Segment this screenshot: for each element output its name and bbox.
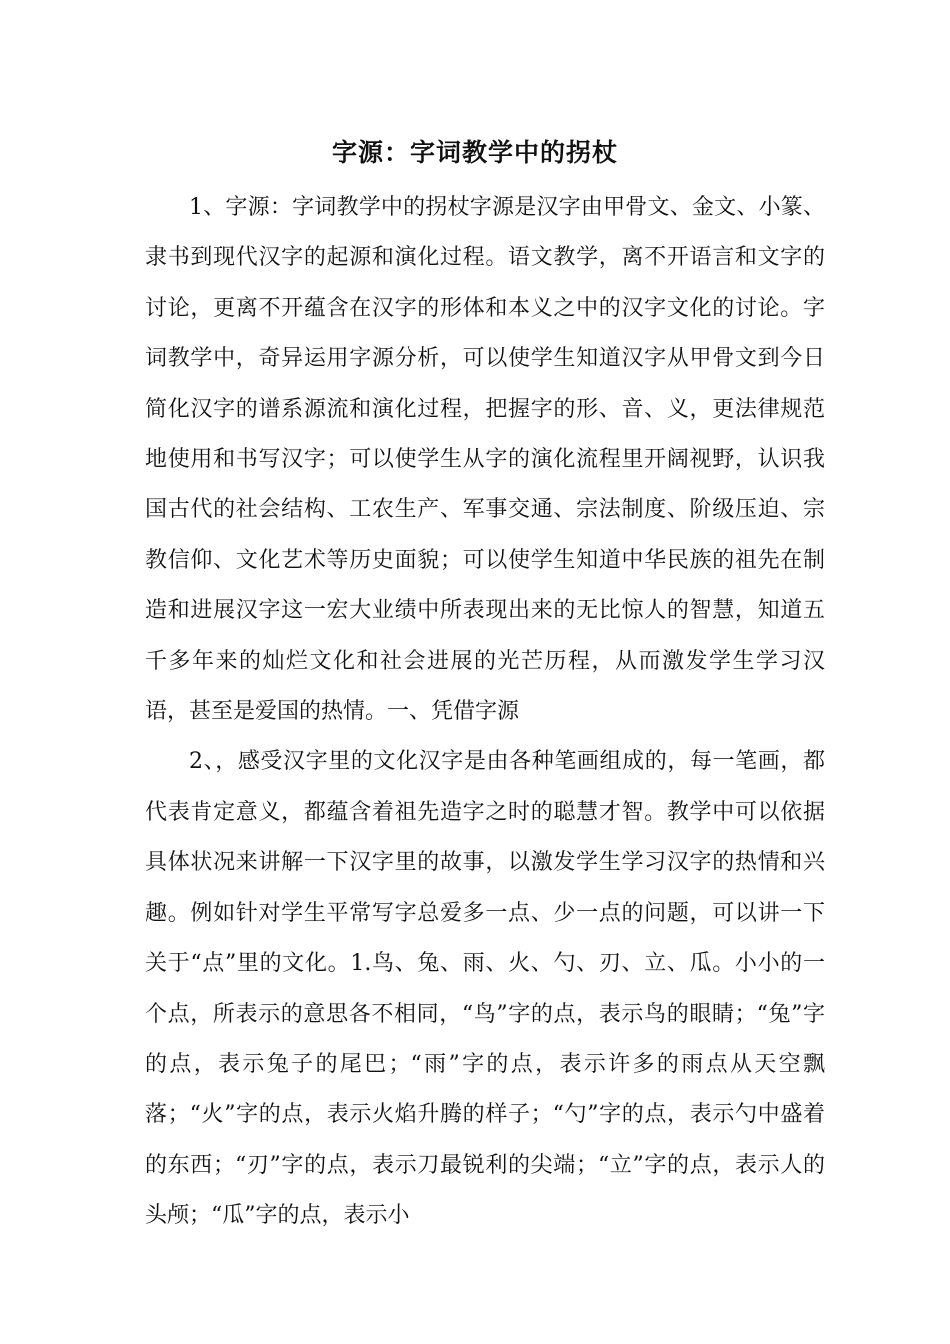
paragraph-1: 1、字源：字词教学中的拐杖字源是汉字由甲骨文、金文、小篆、隶书到现代汉字的起源和演化过程。语文教学，离不开语言和文字的讨论，更离不开蕴含在汉字的形体和本义之中的汉字文化的讨论。字词教学中，奇异运用字源分析，可以使学生知道汉字从甲骨文到今日简化汉字的谱系源流和演化过程，把握字的形、音、义，更法律规范地使用和书写汉字；可以使学生从字的演化流程里开阔视野，认识我国古代的社会结构、工农生产、军事交通、宗法制度、阶级压迫、宗教信仰、文化艺术等历史面貌；可以使学生知道中华民族的祖先在制造和进展汉字这一宏大业绩中所表现出来的无比惊人的智慧，知道五千多年来的灿烂文化和社会进展的光芒历程，从而激发学生学习汉语，甚至是爱国的热情。一、凭借字源 [145, 195, 825, 725]
document-body [145, 183, 825, 1242]
document-title: 字源：字词教学中的拐杖 [331, 138, 618, 167]
paragraph-2: 2、，感受汉字里的文化汉字是由各种笔画组成的，每一笔画，都代表肯定意义，都蕴含着祖先造字之时的聪慧才智。教学中可以依据具体状况来讲解一下汉字里的故事，以激发学生学习汉字的热情和兴趣。例如针对学生平常写字总爱多一点、少一点的问题，可以讲一下关于“点”里的文化。1.鸟、兔、雨、火、勺、刃、立、瓜。小小的一个点，所表示的意思各不相同，“鸟”字的点，表示鸟的眼睛；“兔”字的点，表示兔子的尾巴；“雨”字的点，表示许多的雨点从天空飘落；“火”字的点，表示火焰升腾的样子；“勺”字的点，表示勺中盛着的东西；“刃”字的点，表示刀最锐利的尖端；“立”字的点，表示人的头颅；“瓜”字的点，表示小 [145, 749, 825, 1229]
